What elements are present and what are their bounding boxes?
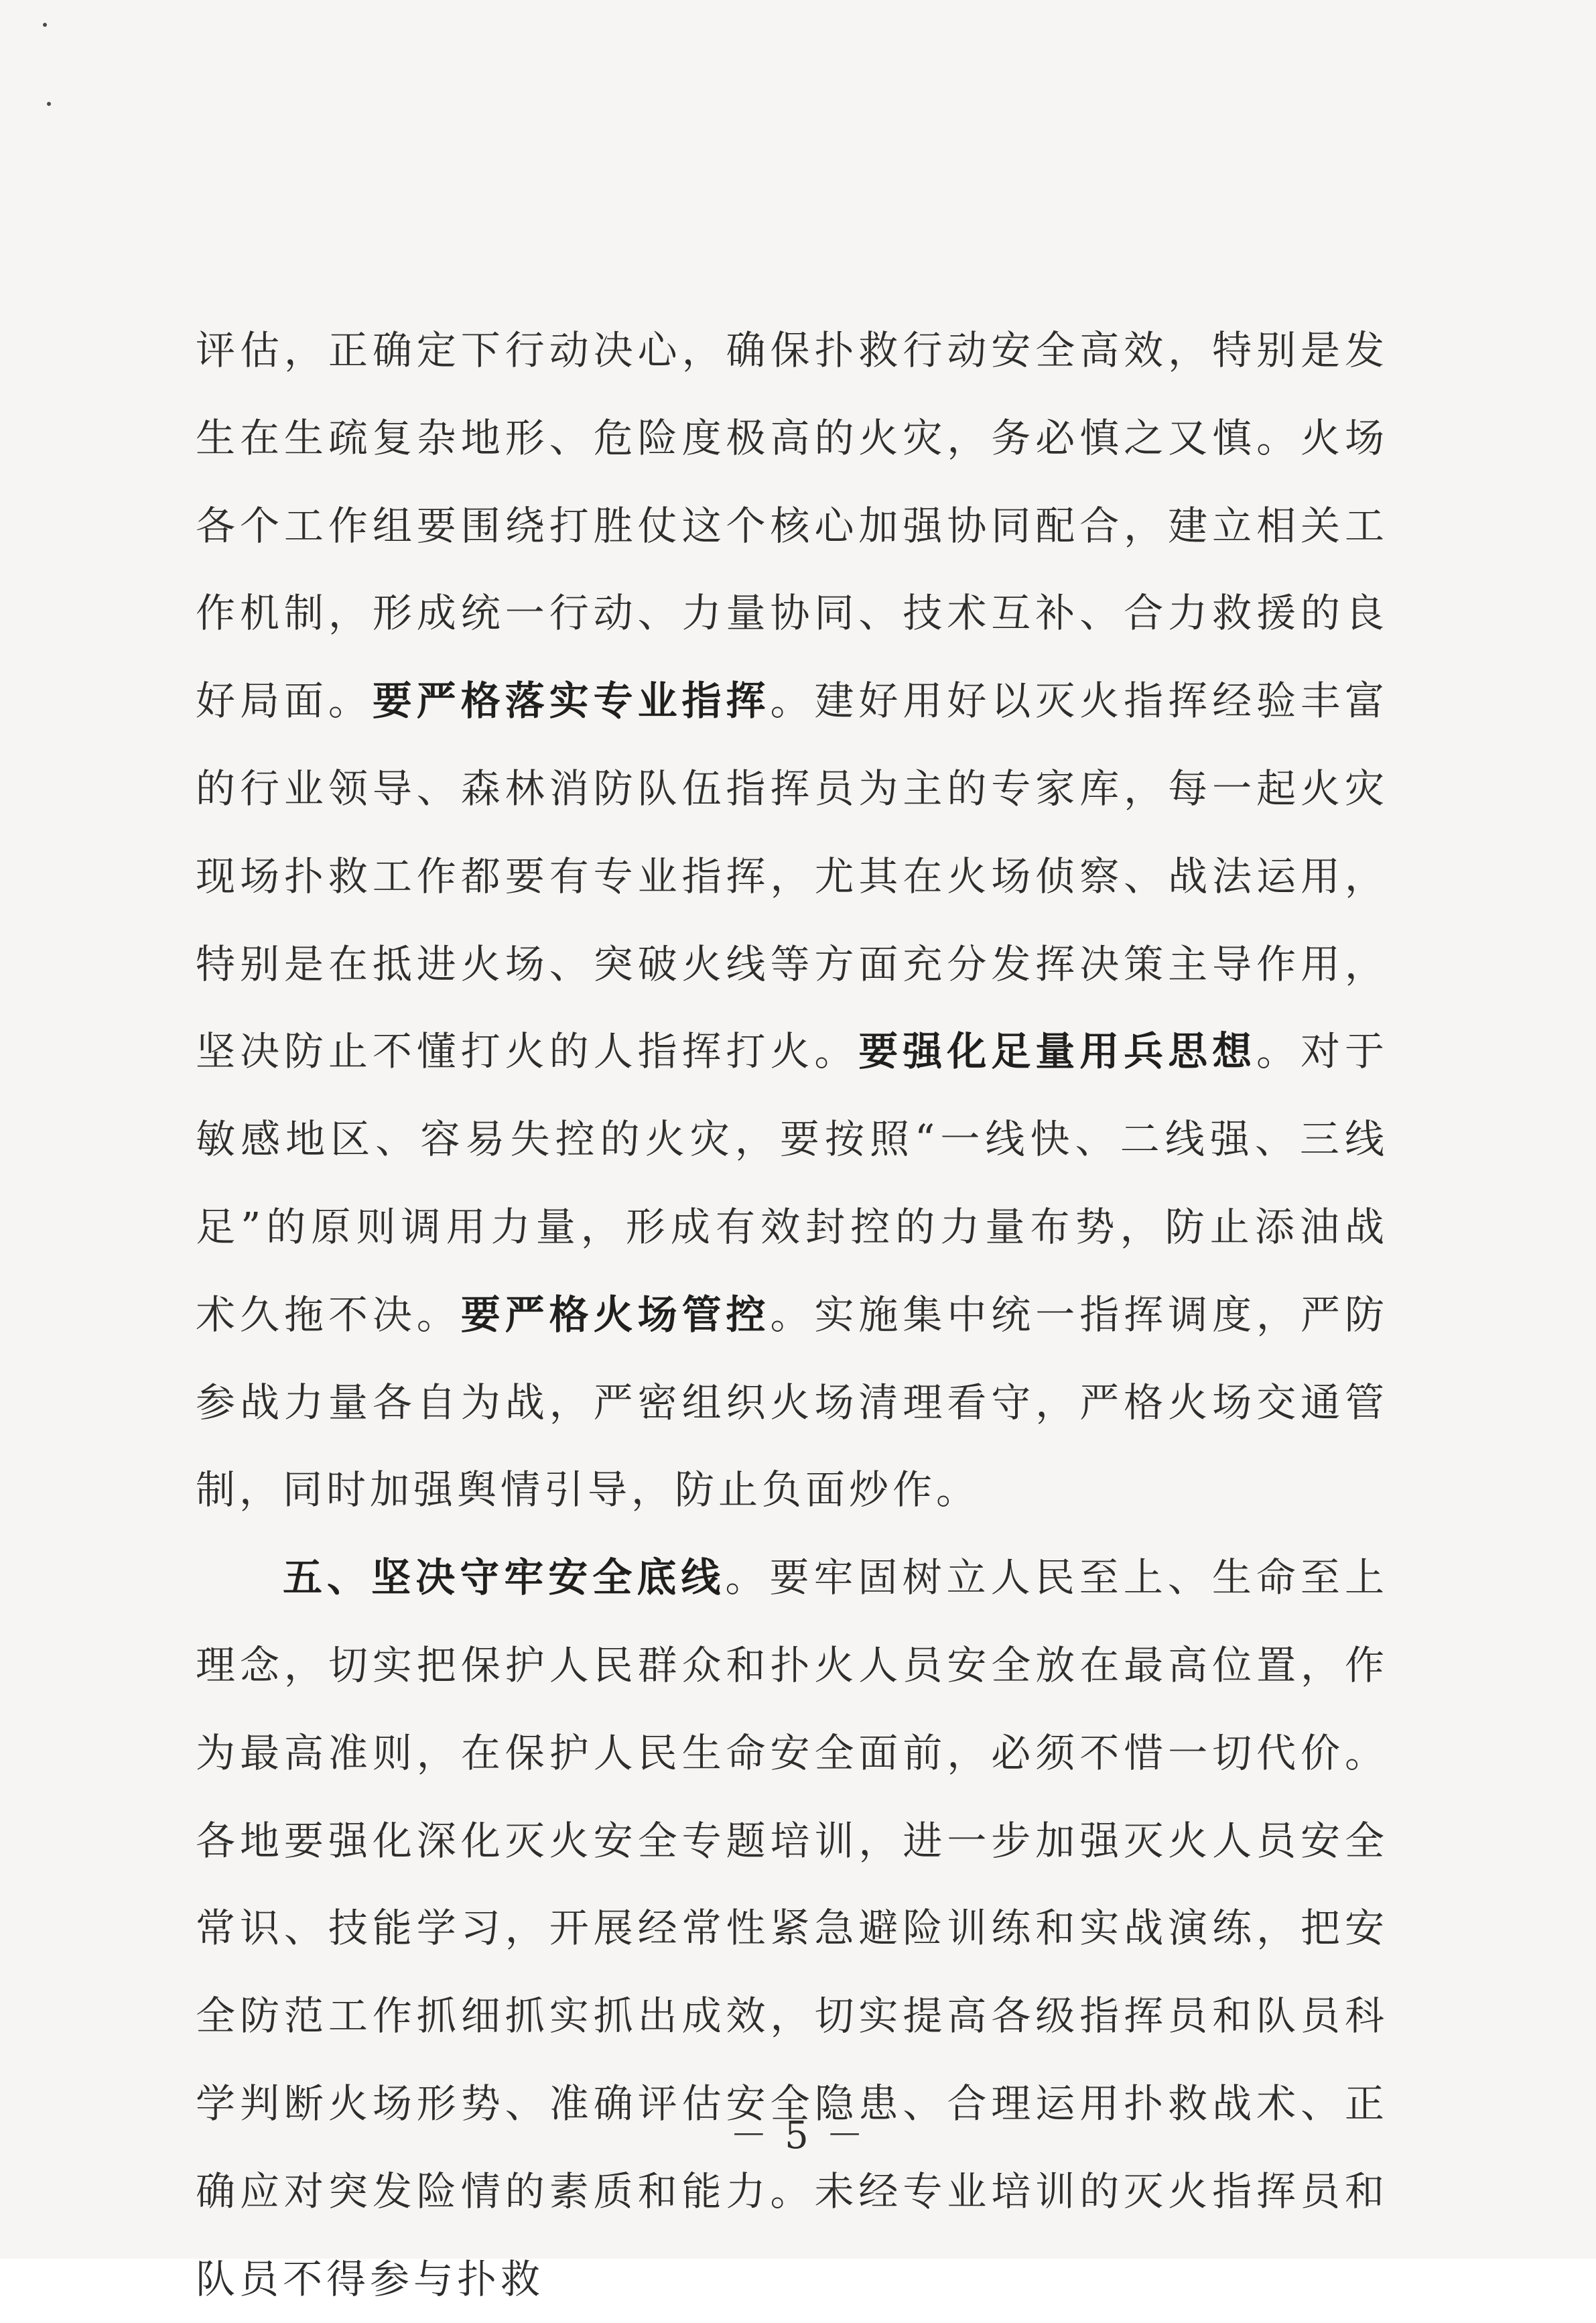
body-text-run: 评估，正确定下行动决心，确保扑救行动安全高效，特别是发生在生疏复杂地形、危险度极高的火灾，务必慎之又慎。火场各个工作组要围绕打胜仗这个核心加强协同配合，建立相关工作机制，形成统一行动、力量协同、技术互补、合力救援的良好局面。 (196, 327, 1388, 725)
body-text-run: 。要牢固树立人民至上、生命至上理念，切实把保护人民群众和扑火人员安全放在最高位置，作为最高准则，在保护人民生命安全面前，必须不惜一切代价。各地要强化深化灭火安全专题培训，进一步加强灭火人员安全常识、技能学习，开展经常性紧急避险训练和实战演练，把安全防范工作抓细抓实抓出成效，切实提高各级指挥员和队员科学判断火场形势、准确评估安全隐患、合理运用扑救战术、正确应对突发险情的素质和能力。未经专业培训的灭火指挥员和队员不得参与扑救 (196, 1554, 1388, 2302)
document-body (196, 307, 1388, 2323)
bold-phrase: 要强化足量用兵思想 (858, 1028, 1257, 1075)
section-heading: 五、坚决守牢安全底线 (283, 1554, 726, 1601)
body-text-run: 。建好用好以灭火指挥经验丰富的行业领导、森林消防队伍指挥员为主的专家库，每一起火灾现场扑救工作都要有专业指挥，尤其在火场侦察、战法运用，特别是在抵进火场、突破火线等方面充分发挥决策主导作用，坚决防止不懂打火的人指挥打火。 (196, 678, 1388, 1075)
bold-phrase: 要严格火场管控 (460, 1291, 771, 1338)
scan-speck (43, 23, 47, 27)
scan-speck (47, 102, 51, 106)
bold-phrase: 要严格落实专业指挥 (372, 678, 771, 725)
paragraph (196, 1534, 1388, 2323)
page-number: － 5 － (730, 2114, 866, 2157)
paragraph (196, 307, 1388, 1534)
body-text-run: 。实施集中统一指挥调度，严防参战力量各自为战，严密组织火场清理看守，严格火场交通管制，同时加强舆情引导，防止负面炒作。 (196, 1291, 1388, 1513)
body-text-run: 。对于敏感地区、容易失控的火灾，要按照“一线快、二线强、三线足”的原则调用力量，形成有效封控的力量布势，防止添油战术久拖不决。 (196, 1028, 1388, 1338)
